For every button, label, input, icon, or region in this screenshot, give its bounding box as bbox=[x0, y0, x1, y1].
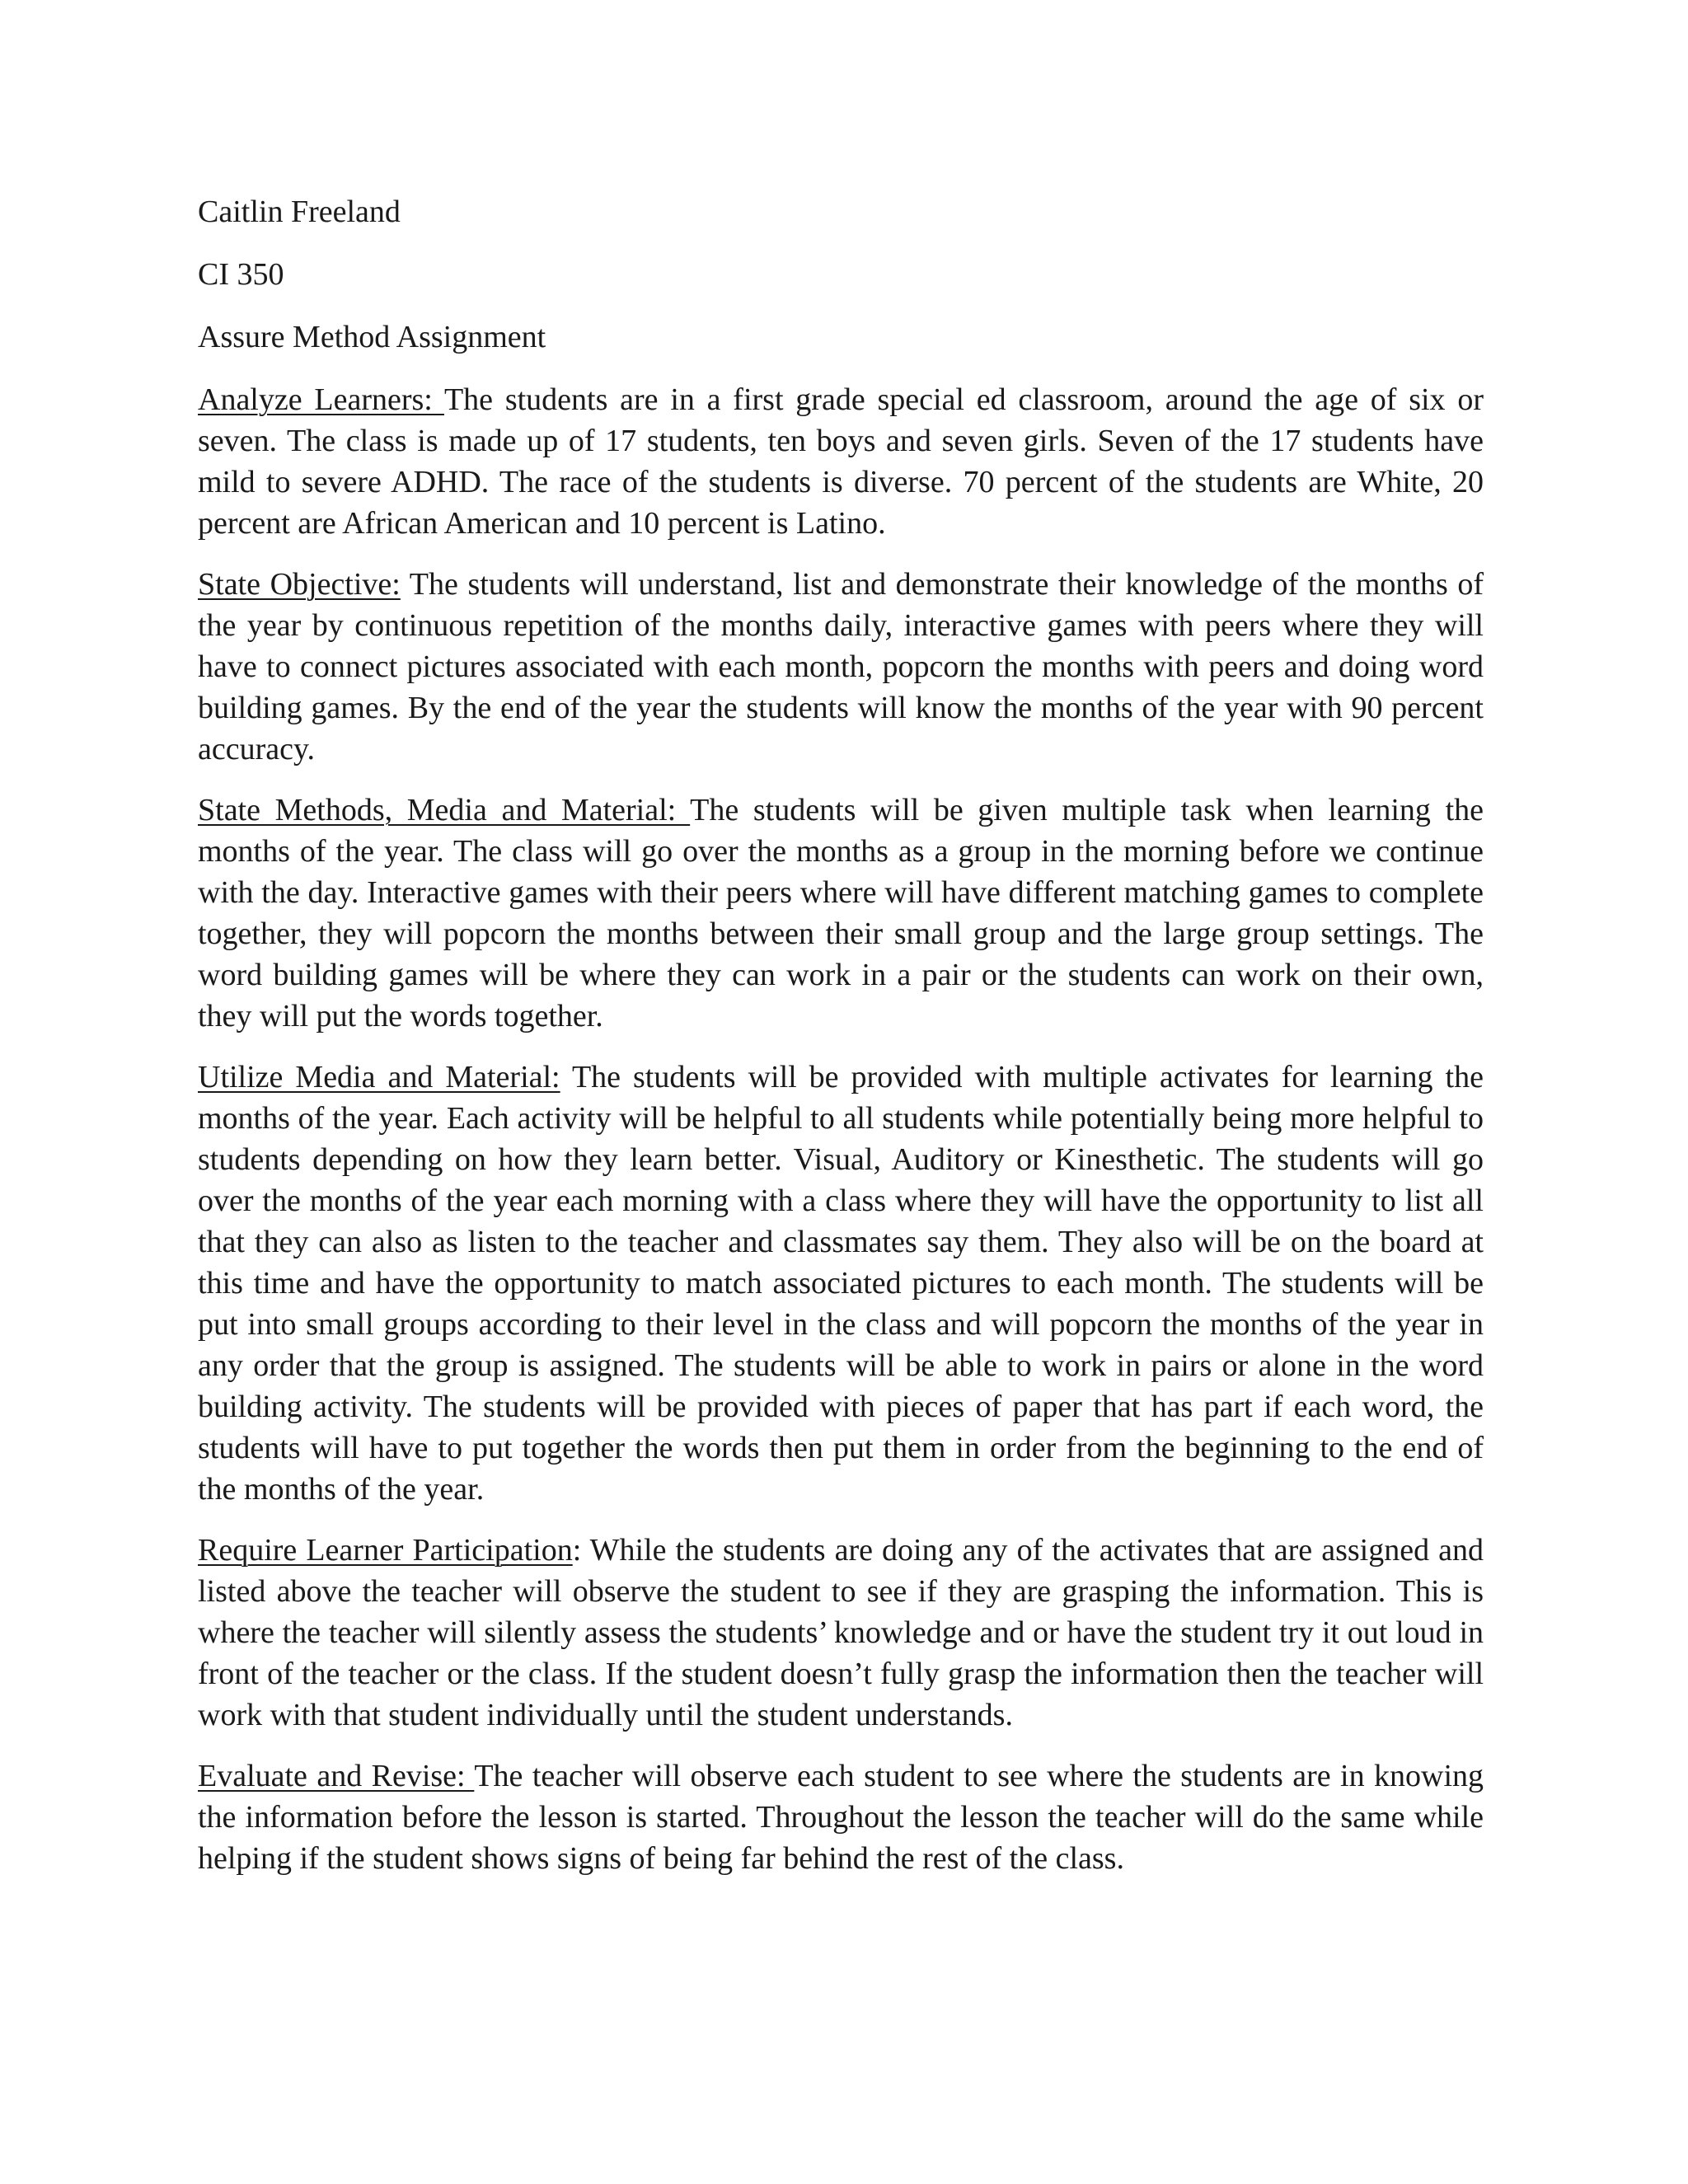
section-state-objective bbox=[198, 564, 1484, 770]
section-heading: Evaluate and Revise: bbox=[198, 1759, 475, 1793]
section-heading: Analyze Learners: bbox=[198, 382, 444, 417]
section-heading: State Methods, Media and Material: bbox=[198, 793, 691, 827]
section-text: : While the students are doing any of the activates that are assigned and listed above the teacher will observe the student to see if they are grasping the information. This is where the teacher will silently assess the students’ knowledge and or have the student try it out loud in front of the teacher or the class. If the student doesn’t fully grasp the information then the teacher will work with that student individually until the student understands. bbox=[198, 1533, 1484, 1732]
section-text: The students will understand, list and demonstrate their knowledge of the months of the year by continuous repetition of the months daily, interactive games with peers where they will have to connect pictures associated with each month, popcorn the months with peers and doing word building games. By the end of the year the students will know the months of the year with 90 percent accuracy. bbox=[198, 567, 1484, 766]
course-code: CI 350 bbox=[198, 257, 284, 292]
section-utilize-media bbox=[198, 1057, 1484, 1510]
section-text: The students will be provided with multiple activates for learning the months of the year. Each activity will be helpful to all students while potentially being more helpful to students depending on how they learn better. Visual, Auditory or Kinesthetic. The students will go over the months of the year each morning with a class where they will have the opportunity to list all that they can also as listen to the teacher and classmates say them. They also will be on the board at this time and have the opportunity to match associated pictures to each month. The students will be put into small groups according to their level in the class and will popcorn the months of the year in any order that the group is assigned. The students will be able to work in pairs or alone in the word building activity. The students will be provided with pieces of paper that has part if each word, the students will have to put together the words then put them in order from the beginning to the end of the months of the year. bbox=[198, 1060, 1484, 1507]
heading-separator bbox=[401, 567, 410, 602]
section-text: The students are in a first grade special ed classroom, around the age of six or seven. The class is made up of 17 students, ten boys and seven girls. Seven of the 17 students have mild to severe ADHD. The race of the students is diverse. 70 percent of the students are White, 20 percent are African American and 10 percent is Latino. bbox=[198, 382, 1484, 541]
assignment-title: Assure Method Assignment bbox=[198, 320, 546, 354]
section-heading: Utilize Media and Material: bbox=[198, 1060, 560, 1094]
document-body bbox=[198, 191, 1484, 1899]
section-analyze-learners bbox=[198, 379, 1484, 544]
section-state-methods bbox=[198, 790, 1484, 1037]
section-heading: State Objective: bbox=[198, 567, 401, 602]
section-require-participation bbox=[198, 1530, 1484, 1736]
author-name: Caitlin Freeland bbox=[198, 194, 401, 229]
heading-separator bbox=[560, 1060, 572, 1094]
section-heading: Require Learner Participation bbox=[198, 1533, 573, 1568]
section-evaluate-revise bbox=[198, 1755, 1484, 1879]
section-text: The students will be given multiple task when learning the months of the year. The class will go over the months as a group in the morning before we continue with the day. Interactive games with their peers where will have different matching games to complete together, they will popcorn the months between their small group and the large group settings. The word building games will be where they can work in a pair or the students can work on their own, they will put the words together. bbox=[198, 793, 1484, 1033]
section-text: The teacher will observe each student to see where the students are in knowing the information before the lesson is started. Throughout the lesson the teacher will do the same while helping if the student shows signs of being far behind the rest of the class. bbox=[198, 1759, 1484, 1876]
